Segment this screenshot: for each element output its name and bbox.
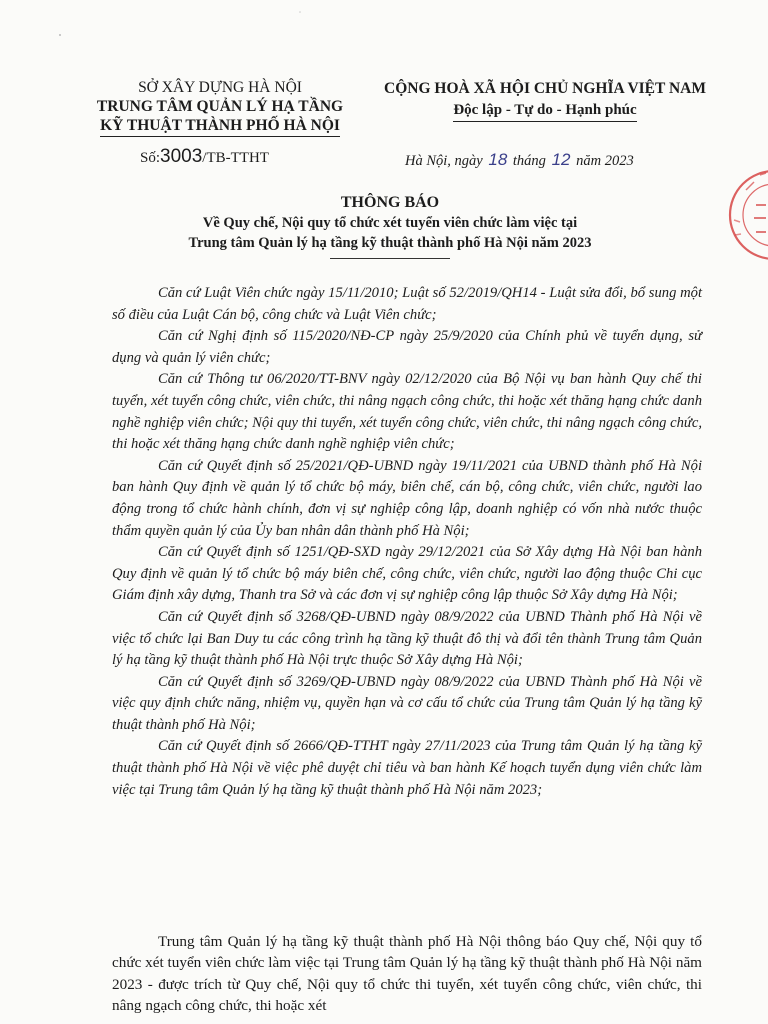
date-year: năm 2023 bbox=[576, 153, 634, 169]
red-seal-stamp bbox=[726, 160, 768, 270]
legal-basis-paragraph: Căn cứ Quyết định số 25/2021/QĐ-UBND ngày 19/11/2021 của UBND thành phố Hà Nội ban hành Quy định về quản lý tổ chức bộ máy, biên chế, cán bộ, công chức, viên chức, người lao động trong tổ chức hành chính, đơn vị sự nghiệp công lập, doanh nghiệp có vốn nhà nước thuộc thẩm quyền quản lý của Ủy ban nhân dân thành phố Hà Nội; bbox=[112, 457, 702, 539]
announcement-paragraph: Trung tâm Quản lý hạ tầng kỹ thuật thành phố Hà Nội thông báo Quy chế, Nội quy tổ chức xét tuyển viên chức làm việc tại Trung tâm Quản lý hạ tầng kỹ thuật thành phố Hà Nội năm 2023 - được trích từ Quy chế, Nội quy tổ chức thi tuyển, xét tuyển công chức, viên chức, thi nâng ngạch công chức, thi hoặc xét bbox=[112, 933, 702, 1014]
date-day-handwritten: 18 bbox=[488, 150, 508, 169]
date-month-label: tháng bbox=[512, 153, 546, 169]
doc-number-value: 3003 bbox=[160, 146, 203, 167]
notice-heading: THÔNG BÁO bbox=[340, 194, 440, 211]
title-divider bbox=[330, 258, 450, 259]
date-month-handwritten: 12 bbox=[551, 150, 571, 169]
legal-basis-paragraph: Căn cứ Quyết định số 2666/QĐ-TTHT ngày 27/11/2023 của Trung tâm Quản lý hạ tầng kỹ thuật thành phố Hà Nội về việc phê duyệt chỉ tiêu và ban hành Kế hoạch tuyển dụng viên chức làm việc tại Trung tâm Quản lý hạ tầng kỹ thuật thành phố Hà Nội năm 2023; bbox=[112, 738, 702, 798]
agency-parent: SỞ XÂY DỰNG HÀ NỘI bbox=[138, 79, 302, 96]
national-heading bbox=[370, 78, 720, 122]
legal-basis-paragraph: Căn cứ Nghị định số 115/2020/NĐ-CP ngày 25/9/2020 của Chính phủ về tuyển dụng, sử dụng và quản lý viên chức; bbox=[112, 328, 702, 366]
legal-basis-paragraph: Căn cứ Quyết định số 3269/QĐ-UBND ngày 08/9/2022 của UBND Thành phố Hà Nội về việc quy định chức năng, nhiệm vụ, quyền hạn và cơ cấu tổ chức của Trung tâm Quản lý hạ tầng kỹ thuật thành phố Hà Nội; bbox=[112, 673, 702, 733]
document-date bbox=[405, 150, 634, 170]
document-number bbox=[140, 146, 269, 168]
scan-noise bbox=[0, 0, 768, 60]
legal-basis-paragraph: Căn cứ Quyết định số 1251/QĐ-SXD ngày 29/12/2021 của Sở Xây dựng Hà Nội ban hành Quy định về quản lý tổ chức bộ máy biên chế, công chức, viên chức, người lao động thuộc Chi cục Giám định xây dựng, Thanh tra Sở và các đơn vị sự nghiệp công lập thuộc Sở Xây dựng Hà Nội; bbox=[112, 544, 702, 604]
notice-title bbox=[110, 193, 670, 253]
date-prefix: Hà Nội, ngày bbox=[405, 153, 483, 169]
agency-name-line1: TRUNG TÂM QUẢN LÝ HẠ TẦNG bbox=[96, 98, 344, 115]
notice-subject-line2: Trung tâm Quản lý hạ tầng kỹ thuật thành phố Hà Nội năm 2023 bbox=[188, 235, 592, 251]
legal-basis-paragraph: Căn cứ Thông tư 06/2020/TT-BNV ngày 02/12/2020 của Bộ Nội vụ ban hành Quy chế thi tuyển, xét tuyển công chức, viên chức, thi nâng ngạch công chức, thi hoặc xét thăng hạng chức danh nghề nghiệp viên chức; Nội quy thi tuyển, xét tuyển công chức, viên chức, thi nâng ngạch công chức, thi hoặc xét thăng hạng chức danh nghề nghiệp viên chức; bbox=[112, 371, 702, 453]
issuing-agency bbox=[70, 78, 370, 137]
legal-basis-paragraph: Căn cứ Quyết định số 3268/QĐ-UBND ngày 08/9/2022 của UBND Thành phố Hà Nội về việc tổ chức lại Ban Duy tu các công trình hạ tầng kỹ thuật đô thị và đổi tên thành Trung tâm Quản lý hạ tầng kỹ thuật thành phố Hà Nội trực thuộc Sở Xây dựng Hà Nội; bbox=[112, 608, 702, 669]
announcement-body bbox=[112, 931, 702, 1016]
doc-number-suffix: /TB-TTHT bbox=[202, 150, 269, 166]
doc-number-prefix: Số: bbox=[140, 150, 161, 166]
legal-basis-paragraph: Căn cứ Luật Viên chức ngày 15/11/2010; Luật số 52/2019/QH14 - Luật sửa đổi, bổ sung một số điều của Luật Cán bộ, công chức và Luật Viên chức; bbox=[112, 285, 702, 323]
agency-name-line2: KỸ THUẬT THÀNH PHỐ HÀ NỘI bbox=[100, 116, 340, 137]
notice-subject-line1: Về Quy chế, Nội quy tổ chức xét tuyển viên chức làm việc tại bbox=[202, 215, 578, 231]
national-motto: Độc lập - Tự do - Hạnh phúc bbox=[453, 100, 636, 122]
country-name: CỘNG HOÀ XÃ HỘI CHỦ NGHĨA VIỆT NAM bbox=[384, 80, 706, 97]
legal-bases bbox=[112, 283, 702, 801]
